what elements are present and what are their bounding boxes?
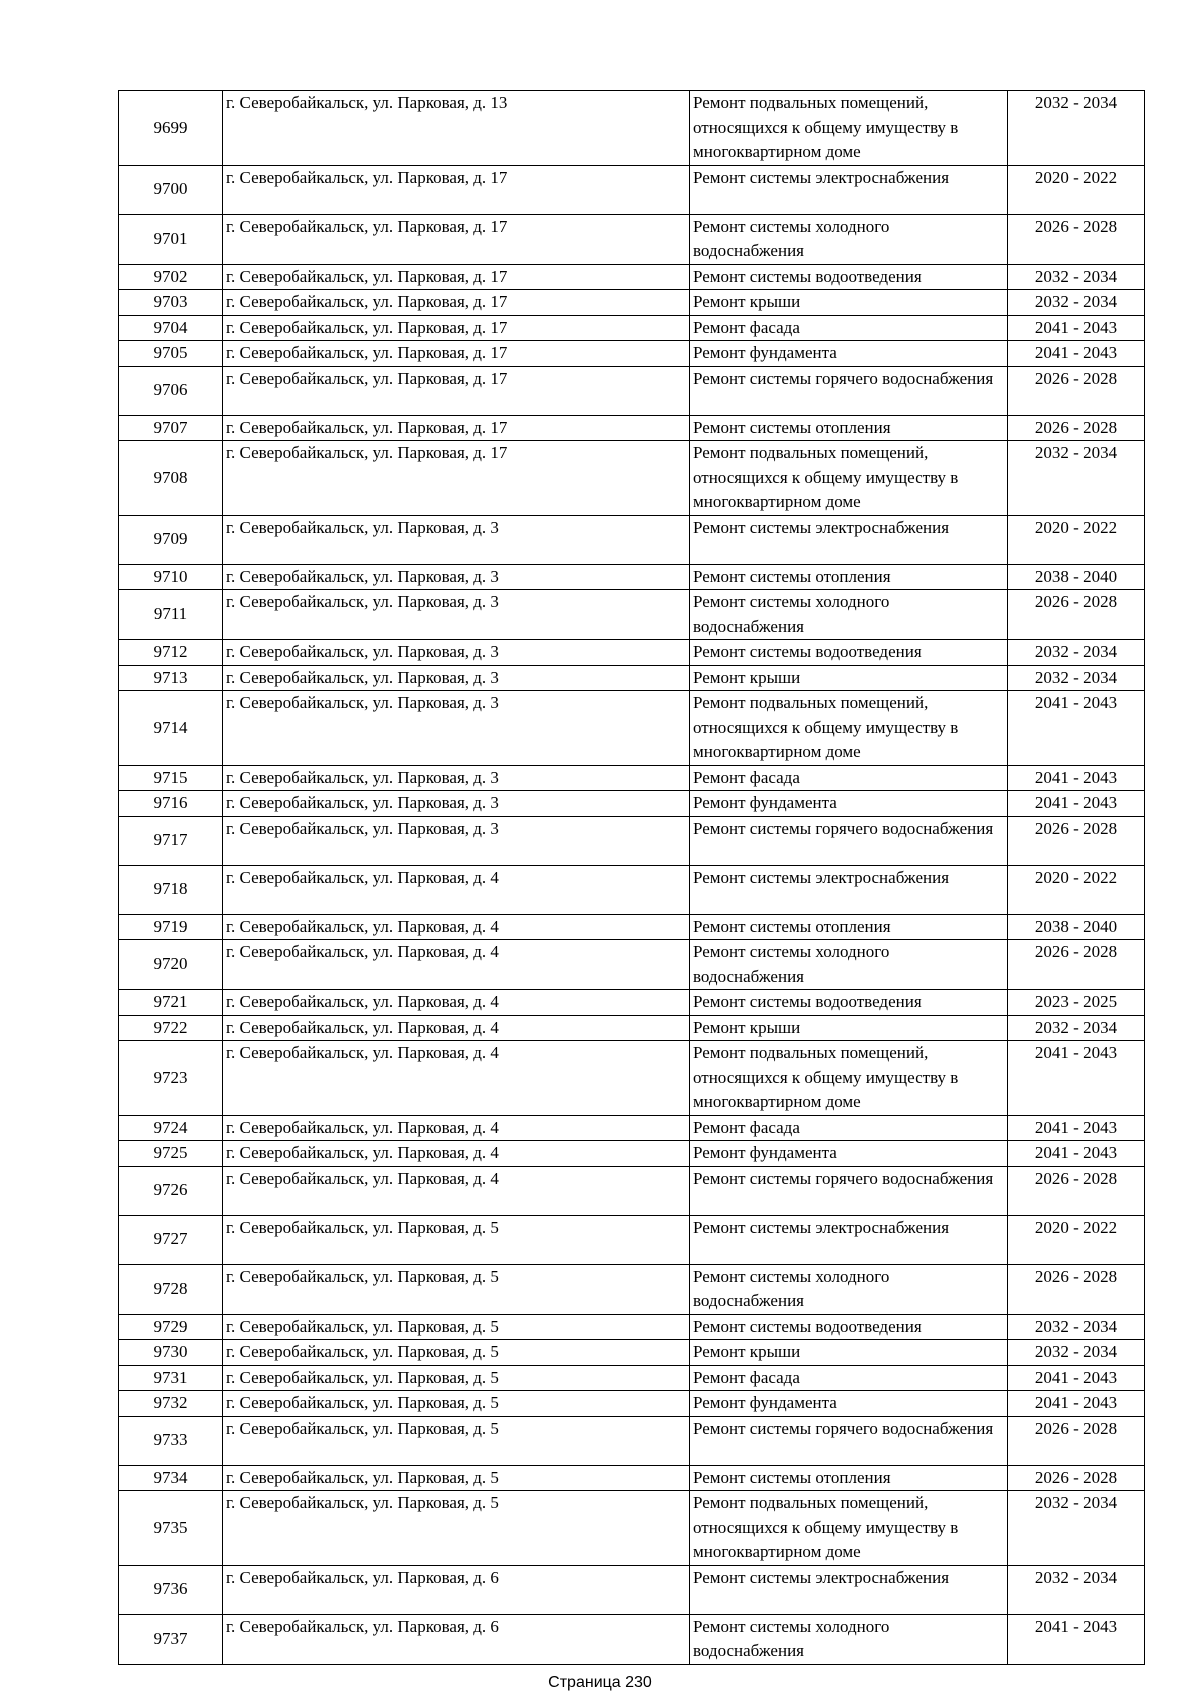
work-type-cell: Ремонт фасада	[690, 1115, 1008, 1141]
table-body	[119, 91, 1145, 1665]
period-cell: 2026 - 2028	[1008, 1416, 1145, 1465]
period-cell: 2041 - 2043	[1008, 1614, 1145, 1664]
work-type-cell: Ремонт системы холодного водоснабжения	[690, 940, 1008, 990]
period-cell: 2026 - 2028	[1008, 1166, 1145, 1215]
table-row	[119, 940, 1145, 990]
table-row	[119, 1115, 1145, 1141]
row-number-cell: 9721	[119, 990, 223, 1016]
period-cell: 2020 - 2022	[1008, 865, 1145, 914]
table-row	[119, 1340, 1145, 1366]
work-type-cell: Ремонт фундамента	[690, 1391, 1008, 1417]
work-type-cell: Ремонт системы водоотведения	[690, 640, 1008, 666]
address-cell: г. Северобайкальск, ул. Парковая, д. 4	[223, 1041, 690, 1116]
table-row	[119, 515, 1145, 564]
address-cell: г. Северобайкальск, ул. Парковая, д. 3	[223, 640, 690, 666]
period-cell: 2032 - 2034	[1008, 91, 1145, 166]
period-cell: 2041 - 2043	[1008, 341, 1145, 367]
period-cell: 2032 - 2034	[1008, 1491, 1145, 1566]
table-row	[119, 441, 1145, 516]
page-number: Страница 230	[548, 1674, 652, 1691]
row-number-cell: 9717	[119, 816, 223, 865]
work-type-cell: Ремонт фундамента	[690, 341, 1008, 367]
table-row	[119, 791, 1145, 817]
period-cell: 2032 - 2034	[1008, 640, 1145, 666]
row-number-cell: 9729	[119, 1314, 223, 1340]
period-cell: 2041 - 2043	[1008, 1115, 1145, 1141]
address-cell: г. Северобайкальск, ул. Парковая, д. 3	[223, 791, 690, 817]
work-type-cell: Ремонт системы отопления	[690, 914, 1008, 940]
row-number-cell: 9716	[119, 791, 223, 817]
row-number-cell: 9734	[119, 1465, 223, 1491]
address-cell: г. Северобайкальск, ул. Парковая, д. 5	[223, 1465, 690, 1491]
work-type-cell: Ремонт подвальных помещений, относящихся к общему имуществу в многоквартирном доме	[690, 91, 1008, 166]
address-cell: г. Северобайкальск, ул. Парковая, д. 5	[223, 1416, 690, 1465]
address-cell: г. Северобайкальск, ул. Парковая, д. 5	[223, 1215, 690, 1264]
table-row	[119, 290, 1145, 316]
table-row	[119, 1041, 1145, 1116]
work-type-cell: Ремонт системы отопления	[690, 564, 1008, 590]
period-cell: 2026 - 2028	[1008, 940, 1145, 990]
work-type-cell: Ремонт крыши	[690, 290, 1008, 316]
address-cell: г. Северобайкальск, ул. Парковая, д. 4	[223, 914, 690, 940]
row-number-cell: 9722	[119, 1015, 223, 1041]
row-number-cell: 9703	[119, 290, 223, 316]
period-cell: 2041 - 2043	[1008, 315, 1145, 341]
work-type-cell: Ремонт подвальных помещений, относящихся к общему имуществу в многоквартирном доме	[690, 1041, 1008, 1116]
row-number-cell: 9727	[119, 1215, 223, 1264]
address-cell: г. Северобайкальск, ул. Парковая, д. 4	[223, 1141, 690, 1167]
period-cell: 2020 - 2022	[1008, 1215, 1145, 1264]
address-cell: г. Северобайкальск, ул. Парковая, д. 17	[223, 290, 690, 316]
address-cell: г. Северобайкальск, ул. Парковая, д. 3	[223, 665, 690, 691]
period-cell: 2020 - 2022	[1008, 515, 1145, 564]
table-row	[119, 1565, 1145, 1614]
row-number-cell: 9713	[119, 665, 223, 691]
address-cell: г. Северобайкальск, ул. Парковая, д. 4	[223, 1015, 690, 1041]
table-row	[119, 640, 1145, 666]
period-cell: 2032 - 2034	[1008, 1565, 1145, 1614]
row-number-cell: 9724	[119, 1115, 223, 1141]
address-cell: г. Северобайкальск, ул. Парковая, д. 3	[223, 691, 690, 766]
address-cell: г. Северобайкальск, ул. Парковая, д. 6	[223, 1614, 690, 1664]
period-cell: 2026 - 2028	[1008, 366, 1145, 415]
row-number-cell: 9725	[119, 1141, 223, 1167]
period-cell: 2041 - 2043	[1008, 1391, 1145, 1417]
address-cell: г. Северобайкальск, ул. Парковая, д. 4	[223, 940, 690, 990]
period-cell: 2041 - 2043	[1008, 1365, 1145, 1391]
table-row	[119, 1264, 1145, 1314]
table-row	[119, 564, 1145, 590]
work-type-cell: Ремонт системы холодного водоснабжения	[690, 1264, 1008, 1314]
table-row	[119, 1416, 1145, 1465]
period-cell: 2032 - 2034	[1008, 290, 1145, 316]
table-row	[119, 264, 1145, 290]
table-row	[119, 990, 1145, 1016]
row-number-cell: 9737	[119, 1614, 223, 1664]
work-type-cell: Ремонт фасада	[690, 1365, 1008, 1391]
address-cell: г. Северобайкальск, ул. Парковая, д. 3	[223, 816, 690, 865]
period-cell: 2026 - 2028	[1008, 816, 1145, 865]
period-cell: 2032 - 2034	[1008, 1340, 1145, 1366]
row-number-cell: 9709	[119, 515, 223, 564]
row-number-cell: 9712	[119, 640, 223, 666]
work-type-cell: Ремонт крыши	[690, 1015, 1008, 1041]
table-row	[119, 590, 1145, 640]
row-number-cell: 9730	[119, 1340, 223, 1366]
address-cell: г. Северобайкальск, ул. Парковая, д. 13	[223, 91, 690, 166]
period-cell: 2038 - 2040	[1008, 564, 1145, 590]
row-number-cell: 9705	[119, 341, 223, 367]
row-number-cell: 9726	[119, 1166, 223, 1215]
period-cell: 2026 - 2028	[1008, 590, 1145, 640]
period-cell: 2020 - 2022	[1008, 165, 1145, 214]
row-number-cell: 9700	[119, 165, 223, 214]
row-number-cell: 9704	[119, 315, 223, 341]
period-cell: 2026 - 2028	[1008, 1264, 1145, 1314]
work-type-cell: Ремонт системы электроснабжения	[690, 865, 1008, 914]
row-number-cell: 9701	[119, 214, 223, 264]
row-number-cell: 9707	[119, 415, 223, 441]
table-row	[119, 1141, 1145, 1167]
work-type-cell: Ремонт фасада	[690, 315, 1008, 341]
row-number-cell: 9728	[119, 1264, 223, 1314]
work-type-cell: Ремонт системы водоотведения	[690, 1314, 1008, 1340]
table-row	[119, 1465, 1145, 1491]
work-type-cell: Ремонт системы отопления	[690, 415, 1008, 441]
work-type-cell: Ремонт фундамента	[690, 1141, 1008, 1167]
address-cell: г. Северобайкальск, ул. Парковая, д. 5	[223, 1391, 690, 1417]
row-number-cell: 9733	[119, 1416, 223, 1465]
address-cell: г. Северобайкальск, ул. Парковая, д. 3	[223, 765, 690, 791]
address-cell: г. Северобайкальск, ул. Парковая, д. 17	[223, 366, 690, 415]
row-number-cell: 9732	[119, 1391, 223, 1417]
period-cell: 2041 - 2043	[1008, 691, 1145, 766]
work-type-cell: Ремонт системы горячего водоснабжения	[690, 366, 1008, 415]
work-type-cell: Ремонт системы водоотведения	[690, 264, 1008, 290]
row-number-cell: 9710	[119, 564, 223, 590]
period-cell: 2038 - 2040	[1008, 914, 1145, 940]
table-row	[119, 1015, 1145, 1041]
address-cell: г. Северобайкальск, ул. Парковая, д. 4	[223, 990, 690, 1016]
period-cell: 2032 - 2034	[1008, 441, 1145, 516]
table-row	[119, 165, 1145, 214]
address-cell: г. Северобайкальск, ул. Парковая, д. 4	[223, 865, 690, 914]
period-cell: 2032 - 2034	[1008, 1015, 1145, 1041]
table-row	[119, 1166, 1145, 1215]
period-cell: 2026 - 2028	[1008, 1465, 1145, 1491]
table-row	[119, 1391, 1145, 1417]
table-row	[119, 415, 1145, 441]
row-number-cell: 9719	[119, 914, 223, 940]
work-type-cell: Ремонт системы электроснабжения	[690, 1215, 1008, 1264]
work-type-cell: Ремонт системы водоотведения	[690, 990, 1008, 1016]
table-row	[119, 1314, 1145, 1340]
row-number-cell: 9735	[119, 1491, 223, 1566]
row-number-cell: 9720	[119, 940, 223, 990]
period-cell: 2041 - 2043	[1008, 1141, 1145, 1167]
address-cell: г. Северобайкальск, ул. Парковая, д. 3	[223, 564, 690, 590]
table-row	[119, 1614, 1145, 1664]
table-row	[119, 214, 1145, 264]
work-type-cell: Ремонт крыши	[690, 665, 1008, 691]
address-cell: г. Северобайкальск, ул. Парковая, д. 3	[223, 515, 690, 564]
row-number-cell: 9723	[119, 1041, 223, 1116]
period-cell: 2023 - 2025	[1008, 990, 1145, 1016]
work-type-cell: Ремонт подвальных помещений, относящихся к общему имуществу в многоквартирном доме	[690, 691, 1008, 766]
work-type-cell: Ремонт системы отопления	[690, 1465, 1008, 1491]
row-number-cell: 9702	[119, 264, 223, 290]
work-type-cell: Ремонт системы горячего водоснабжения	[690, 816, 1008, 865]
row-number-cell: 9706	[119, 366, 223, 415]
period-cell: 2041 - 2043	[1008, 791, 1145, 817]
period-cell: 2026 - 2028	[1008, 415, 1145, 441]
work-type-cell: Ремонт системы холодного водоснабжения	[690, 590, 1008, 640]
address-cell: г. Северобайкальск, ул. Парковая, д. 17	[223, 341, 690, 367]
work-type-cell: Ремонт фундамента	[690, 791, 1008, 817]
address-cell: г. Северобайкальск, ул. Парковая, д. 17	[223, 441, 690, 516]
table-row	[119, 315, 1145, 341]
work-type-cell: Ремонт системы горячего водоснабжения	[690, 1166, 1008, 1215]
address-cell: г. Северобайкальск, ул. Парковая, д. 4	[223, 1115, 690, 1141]
address-cell: г. Северобайкальск, ул. Парковая, д. 17	[223, 165, 690, 214]
table-row	[119, 1215, 1145, 1264]
address-cell: г. Северобайкальск, ул. Парковая, д. 17	[223, 415, 690, 441]
address-cell: г. Северобайкальск, ул. Парковая, д. 5	[223, 1491, 690, 1566]
work-type-cell: Ремонт подвальных помещений, относящихся к общему имуществу в многоквартирном доме	[690, 441, 1008, 516]
table-row	[119, 691, 1145, 766]
work-type-cell: Ремонт подвальных помещений, относящихся к общему имуществу в многоквартирном доме	[690, 1491, 1008, 1566]
table-row	[119, 914, 1145, 940]
period-cell: 2041 - 2043	[1008, 765, 1145, 791]
period-cell: 2032 - 2034	[1008, 1314, 1145, 1340]
work-type-cell: Ремонт системы электроснабжения	[690, 165, 1008, 214]
work-type-cell: Ремонт крыши	[690, 1340, 1008, 1366]
table-row	[119, 341, 1145, 367]
period-cell: 2032 - 2034	[1008, 665, 1145, 691]
address-cell: г. Северобайкальск, ул. Парковая, д. 5	[223, 1365, 690, 1391]
row-number-cell: 9718	[119, 865, 223, 914]
row-number-cell: 9714	[119, 691, 223, 766]
table-row	[119, 1365, 1145, 1391]
address-cell: г. Северобайкальск, ул. Парковая, д. 17	[223, 315, 690, 341]
row-number-cell: 9708	[119, 441, 223, 516]
repair-schedule-table	[118, 90, 1145, 1665]
period-cell: 2032 - 2034	[1008, 264, 1145, 290]
table-row	[119, 91, 1145, 166]
row-number-cell: 9711	[119, 590, 223, 640]
period-cell: 2026 - 2028	[1008, 214, 1145, 264]
table-row	[119, 816, 1145, 865]
address-cell: г. Северобайкальск, ул. Парковая, д. 17	[223, 264, 690, 290]
address-cell: г. Северобайкальск, ул. Парковая, д. 4	[223, 1166, 690, 1215]
address-cell: г. Северобайкальск, ул. Парковая, д. 5	[223, 1340, 690, 1366]
row-number-cell: 9731	[119, 1365, 223, 1391]
table-row	[119, 1491, 1145, 1566]
row-number-cell: 9736	[119, 1565, 223, 1614]
work-type-cell: Ремонт системы электроснабжения	[690, 1565, 1008, 1614]
row-number-cell: 9699	[119, 91, 223, 166]
address-cell: г. Северобайкальск, ул. Парковая, д. 17	[223, 214, 690, 264]
table-row	[119, 366, 1145, 415]
row-number-cell: 9715	[119, 765, 223, 791]
period-cell: 2041 - 2043	[1008, 1041, 1145, 1116]
work-type-cell: Ремонт системы холодного водоснабжения	[690, 214, 1008, 264]
table-row	[119, 665, 1145, 691]
work-type-cell: Ремонт системы электроснабжения	[690, 515, 1008, 564]
work-type-cell: Ремонт системы холодного водоснабжения	[690, 1614, 1008, 1664]
address-cell: г. Северобайкальск, ул. Парковая, д. 3	[223, 590, 690, 640]
address-cell: г. Северобайкальск, ул. Парковая, д. 6	[223, 1565, 690, 1614]
work-type-cell: Ремонт фасада	[690, 765, 1008, 791]
address-cell: г. Северобайкальск, ул. Парковая, д. 5	[223, 1314, 690, 1340]
work-type-cell: Ремонт системы горячего водоснабжения	[690, 1416, 1008, 1465]
table-row	[119, 765, 1145, 791]
address-cell: г. Северобайкальск, ул. Парковая, д. 5	[223, 1264, 690, 1314]
table-row	[119, 865, 1145, 914]
